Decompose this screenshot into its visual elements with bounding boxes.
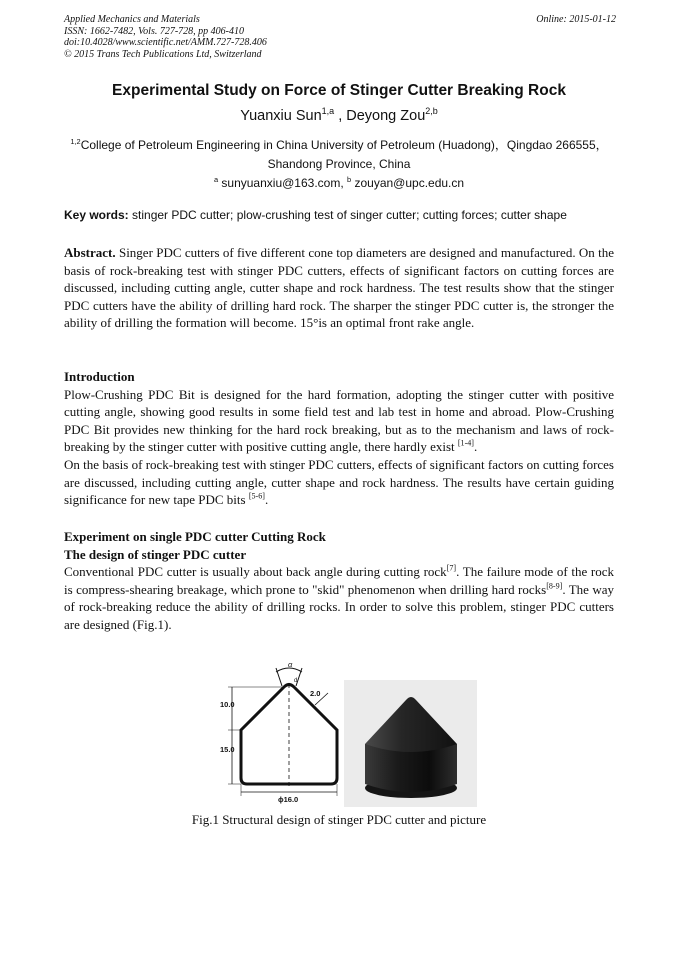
- journal-name: Applied Mechanics and Materials: [64, 14, 200, 25]
- introduction-paragraph-1: [64, 386, 614, 456]
- author-1-sup: 1,a: [321, 106, 335, 117]
- abstract-text: Singer PDC cutters of five different cone top diameters are designed and manufactured. On the basis of rock-breaking test with stinger PDC cutters, effects of significant factors on cutting forces are discussed, including cutting angle, cutter shape and rock hardness. The test results show that the stinger PDC cutters have the ability of drilling hard rock. The sharper the stinger PDC cutter is, the stronger the ability of drilling the formation will become. 15°is an optimal front rake angle.: [64, 245, 614, 331]
- affiliation-line-1: [60, 136, 618, 155]
- online-date: Online: 2015-01-12: [536, 14, 616, 25]
- design-subheading: The design of stinger PDC cutter: [64, 546, 247, 562]
- email-b[interactable]: zouyan@upc.edu.cn: [351, 176, 465, 190]
- citation: [1-4]: [457, 439, 474, 449]
- citation: [5-6]: [248, 491, 265, 501]
- email-a[interactable]: sunyuanxiu@163.com,: [218, 176, 347, 190]
- angle-label: α: [288, 660, 293, 669]
- issn-line: ISSN: 1662-7482, Vols. 727-728, pp 406-410: [64, 25, 244, 37]
- affiliation-text-1: College of Petroleum Engineering in China University of Petroleum (Huadong)，Qingdao 266555，: [80, 138, 608, 152]
- exp-text-c: . The way of rock-breaking reduce the ability of drilling rocks. In order to solve this problem, stinger PDC cutters are designed (Fig.1).: [64, 581, 614, 632]
- intro-p1-text: Plow-Crushing PDC Bit is designed for the hard formation, adopting the stinger cutter with positive cutting angle, showing good results in some field test and lab test in home and abroad. Plow-Crushing PDC Bit provides new thinking for the hard rock breaking, but as to the mechanism and laws of rock-breaking by the stinger cutter with positive cutting angle, there hardly exist: [64, 386, 614, 455]
- email-b-sup: b: [347, 175, 352, 184]
- author-2-sup: 2,b: [425, 106, 438, 117]
- affiliation-sup: 1,2: [70, 137, 81, 146]
- keywords-label: Key words:: [64, 208, 129, 222]
- keywords-text: stinger PDC cutter; plow-crushing test of singer cutter; cutting forces; cutter shape: [128, 208, 567, 222]
- copyright-line: © 2015 Trans Tech Publications Ltd, Switzerland: [64, 48, 262, 60]
- affiliation-line-2: Shandong Province, China: [267, 157, 411, 171]
- email-a-sup: a: [213, 175, 219, 184]
- exp-text-a: Conventional PDC cutter is usually about back angle during cutting rock: [64, 564, 447, 580]
- edge-dimension: 2.0: [310, 689, 321, 698]
- lower-height-dimension: 15.0: [220, 745, 235, 754]
- intro-p2-text: On the basis of rock-breaking test with stinger PDC cutters, effects of significant factors on cutting forces are discussed, including cutting angle, cutter shape and rock hardness. The results have certain guiding significance for new tape PDC bits: [64, 456, 614, 508]
- figure-caption: Fig.1 Structural design of stinger PDC cutter and picture: [191, 812, 487, 827]
- authors: [0, 108, 678, 124]
- cutter-photo: [344, 680, 477, 807]
- doi-line: doi:10.4028/www.scientific.net/AMM.727-728.406: [64, 37, 267, 48]
- experiment-section: [64, 528, 614, 634]
- keywords: [64, 208, 624, 222]
- page-header: [64, 14, 616, 60]
- author-separator: ,: [334, 108, 347, 124]
- exp-text-b: . The failure mode of the rock is compress-shearing breakage, which prone to "skid" phenomenon when drilling hard rocks: [64, 564, 615, 597]
- intro-p2-end: .: [264, 492, 269, 508]
- experiment-paragraph: [64, 563, 614, 633]
- affiliation: [60, 136, 618, 193]
- introduction-paragraph-2: [64, 456, 614, 509]
- abstract-label: Abstract.: [64, 245, 116, 260]
- email-line: [60, 174, 618, 193]
- introduction-heading: Introduction: [64, 369, 135, 384]
- abstract: [64, 244, 614, 332]
- introduction-section: [64, 368, 614, 509]
- intro-p1-end: .: [473, 439, 478, 455]
- citation: [8-9]: [546, 581, 563, 591]
- paper-title: Experimental Study on Force of Stinger Cutter Breaking Rock: [112, 82, 566, 99]
- author-1: Yuanxiu Sun: [240, 108, 322, 124]
- experiment-heading: Experiment on single PDC cutter Cutting Rock: [64, 529, 326, 544]
- author-2: Deyong Zou: [346, 108, 426, 124]
- citation: [7]: [446, 563, 457, 573]
- upper-height-dimension: 10.0: [220, 700, 235, 709]
- diameter-dimension: ϕ16.0: [278, 795, 299, 804]
- tip-label: d: [294, 678, 298, 684]
